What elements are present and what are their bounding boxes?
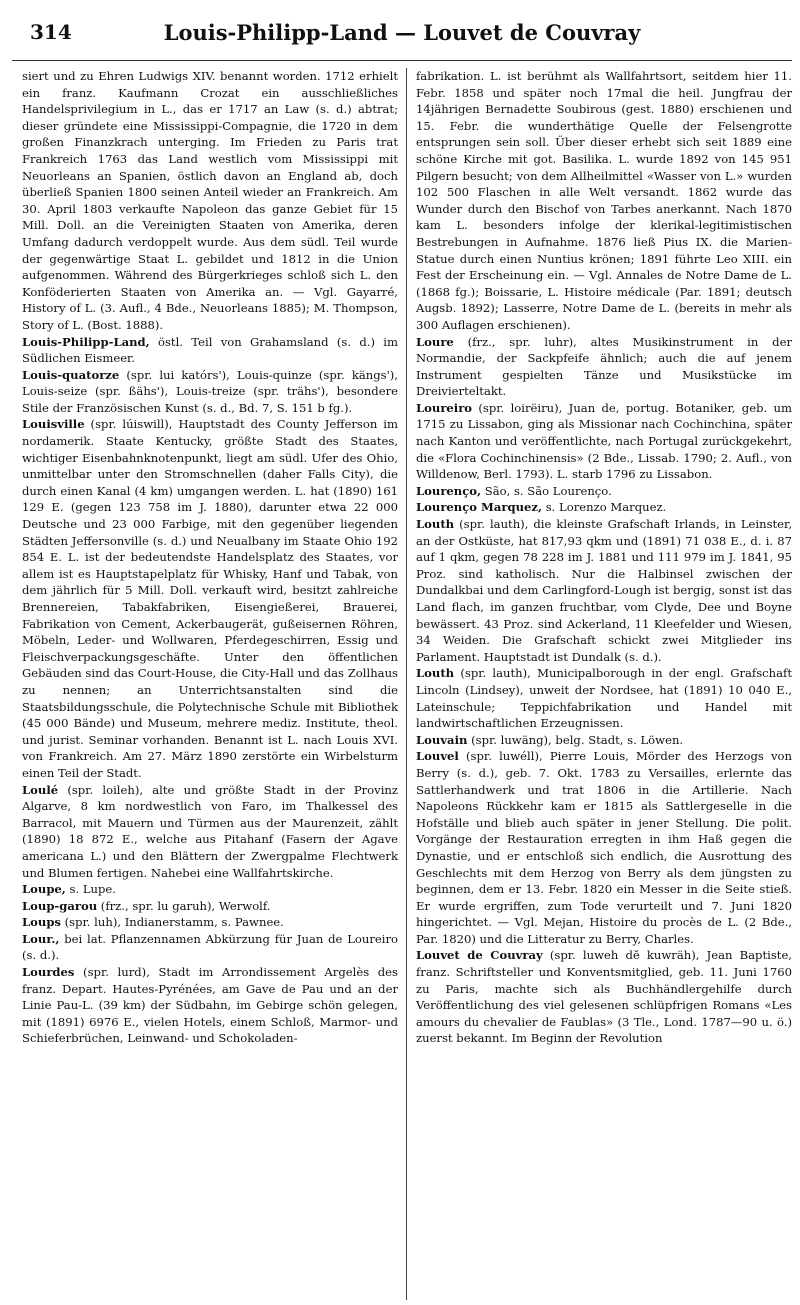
entry-headword: Loups xyxy=(22,915,61,930)
dictionary-entry xyxy=(416,516,792,665)
dictionary-entry xyxy=(416,947,792,1047)
entry-headword: Loupe, xyxy=(22,882,66,897)
entry-text: (spr. lauth), die kleinste Grafschaft Irlands, in Leinster, an der Ostküste, hat 817,93 qkm und (1891) 71 038 E., d. i. 87 auf 1 qkm, gegen 78 228 im J. 1881 und 111 979 im J. 1841, 95 Proz. sind katholisch. Nur die Halbinsel zwischen der Dundalkbai und dem Carlingford-Lough ist bergig, sonst ist das Land flach, im ganzen fruchtbar, vom Clyde, Dee und Boyne bewässert. 43 Proz. sind Ackerland, 11 Kleefelder und Wiesen, 34 Weiden. Die Grafschaft schickt zwei Mitglieder ins Parlament. Hauptstadt ist Dundalk (s. d.). xyxy=(416,517,792,664)
dictionary-entry xyxy=(416,499,792,516)
entry-headword: Louvet de Couvray xyxy=(416,948,543,963)
dictionary-entry xyxy=(22,68,398,334)
dictionary-entry xyxy=(22,914,398,931)
entry-text: siert und zu Ehren Ludwigs XIV. benannt worden. 1712 erhielt ein franz. Kaufmann Crozat ein ausschließliches Handelsprivilegium in L., das er 1717 an Law (s. d.) abtrat; dieser gründete eine Mississippi-Compagnie, die 1720 in dem großen Finanzkrach unterging. Im Frieden zu Paris trat Frankreich 1763 das Land westlich vom Mississippi mit Neuorleans an Spanien, östlich davon an England ab, doch überließ Spanien 1800 seinen Anteil wieder an Frankreich. Am 30. April 1803 verkaufte Napoleon das ganze Gebiet für 15 Mill. Doll. an die Vereinigten Staaten von Amerika, deren Umfang dadurch verdoppelt wurde. Aus dem südl. Teil wurde der gegenwärtige Staat L. gebildet und 1812 in die Union aufgenommen. Während des Bürgerkrieges schloß sich L. den Konföderierten Staaten von Amerika an. — Vgl. Gayarré, History of L. (3. Aufl., 4 Bde., Neuorleans 1885); M. Thompson, Story of L. (Bost. 1888). xyxy=(22,69,398,332)
dictionary-entry xyxy=(22,782,398,882)
dictionary-entry xyxy=(22,416,398,781)
entry-text: (spr. loirëiru), Juan de, portug. Botaniker, geb. um 1715 zu Lissabon, ging als Missionar nach Cochinchina, später nach Kanton und veröffentlichte, nach Portugal zurückgekehrt, die «Flora Cochinchinensis» (2 Bde., Lissab. 1790; 2. Aufl., von Willdenow, Berl. 1793). L. starb 1796 zu Lissabon. xyxy=(416,400,792,482)
entry-text: (frz., spr. luhr), altes Musikinstrument in der Normandie, der Sackpfeife ähnlich; auch die auf jenem Instrument gespielten Tänze und Musikstücke im Dreivierteltakt. xyxy=(416,334,792,399)
page-header xyxy=(12,10,792,61)
dictionary-entry xyxy=(416,400,792,483)
dictionary-entry xyxy=(416,732,792,749)
dictionary-entry xyxy=(416,68,792,334)
entry-headword: Loulé xyxy=(22,782,59,797)
entry-text: São, s. São Lourenço. xyxy=(481,483,612,498)
entry-headword: Louis-quatorze xyxy=(22,367,120,382)
column-divider xyxy=(406,68,407,1300)
dictionary-entry xyxy=(22,931,398,964)
entry-headword: Lourdes xyxy=(22,965,75,980)
dictionary-page xyxy=(12,10,792,1300)
entry-headword: Louvain xyxy=(416,732,468,747)
entry-text: (spr. luweh dĕ kuwräh), Jean Baptiste, franz. Schriftsteller und Konventsmitglied, geb. 11. Juni 1760 zu Paris, machte sich als Buchhändlergehilfe durch Veröffentlichung des viel gelesenen schlüpfrigen Romans «Les amours du chevalier de Faublas» (3 Tle., Lond. 1787—90 u. ö.) zuerst bekannt. Im Beginn der Revolution xyxy=(416,948,792,1046)
dictionary-entry xyxy=(22,898,398,915)
dictionary-entry xyxy=(22,367,398,417)
text-columns xyxy=(12,68,792,1300)
entry-headword: Loure xyxy=(416,334,454,349)
dictionary-entry xyxy=(22,964,398,1047)
entry-headword: Lourenço, xyxy=(416,483,482,498)
running-head: Louis-Philipp-Land — Louvet de Couvray xyxy=(163,20,641,45)
entry-text: (spr. lúiswill), Hauptstadt des County Jefferson im nordamerik. Staate Kentucky, größte Stadt des Staates, wichtiger Eisenbahnknotenpunkt, liegt am südl. Ufer des Ohio, unmittelbar unter den Stromschnellen (daher Falls City), die durch einen Kanal (4 km) umgangen werden. L. hat (1890) 161 129 E. (gegen 123 758 im J. 1880), darunter etwa 22 000 Deutsche und 23 000 Farbige, mit den gegenüber liegenden Städten Jeffersonville (s. d.) und Neualbany im Staate Ohio 192 854 E. L. ist der bedeutendste Handelsplatz des Staates, vor allem ist es Hauptstapelplatz für Whisky, Hanf und Tabak, von dem jährlich für 5 Mill. Doll. verkauft wird, besitzt zahlreiche Brennereien, Tabakfabriken, Eisengießerei, Brauerei, Fabrikation von Cement, Ackerbaugerät, gußeisernen Röhren, Möbeln, Leder- und Wollwaren, Pferdegeschirren, Essig und Fleischverpackungsgeschäfte. Unter den öffentlichen Gebäuden sind das Court-House, die City-Hall und das Zollhaus zu nennen; an Unterrichtsanstalten sind die Staatsbildungsschule, die Polytechnische Schule mit Bibliothek (45 000 Bände) und Museum, mehrere mediz. Institute, theol. und jurist. Seminar vorhanden. Benannt ist L. nach Louis XVI. von Frankreich. Am 27. März 1890 zerstörte ein Wirbelsturm einen Teil der Stadt. xyxy=(22,417,398,780)
entry-headword: Louisville xyxy=(22,417,85,432)
entry-text: (spr. lauth), Municipalborough in der engl. Grafschaft Lincoln (Lindsey), unweit der Nordsee, hat (1891) 10 040 E., Lateinschule; Teppichfabrikation und Handel mit landwirtschaftlichen Erzeugnissen. xyxy=(416,666,792,731)
right-column xyxy=(416,68,792,1300)
entry-text: fabrikation. L. ist berühmt als Wallfahrtsort, seitdem hier 11. Febr. 1858 und später noch 17mal die heil. Jungfrau der 14jährigen Bernadette Soubirous (gest. 1880) erschienen und 15. Febr. die wunderthätige Quelle der Felsengrotte entsprungen sein soll. Über dieser erhebt sich seit 1889 eine schöne Kirche mit got. Basilika. L. wurde 1892 von 145 951 Pilgern besucht; von dem Allheilmittel «Wasser von L.» wurden 102 500 Flaschen in alle Welt versandt. 1862 wurde das Wunder durch den Bischof von Tarbes anerkannt. Nach 1870 kam L. besonders infolge der klerikal-legitimistischen Bestrebungen in Aufnahme. 1876 ließ Pius IX. die Marien-Statue durch einen Nuntius krönen; 1891 führte Leo XIII. ein Fest der Erscheinung ein. — Vgl. Annales de Notre Dame de L. (1868 fg.); Boissarie, L. Histoire médicale (Par. 1891; deutsch Augsb. 1892); Lasserre, Notre Dame de L. (bereits in mehr als 300 Auflagen erschienen). xyxy=(416,69,792,332)
entry-text: östl. Teil von Grahamsland (s. d.) im Südlichen Eismeer. xyxy=(22,334,398,366)
entry-text: (spr. lui katórs'), Louis-quinze (spr. kängs'), Louis-seize (spr. ßähs'), Louis-treize (spr. trähs'), besondere Stile der Französischen Kunst (s. d., Bd. 7, S. 151 b fg.). xyxy=(22,367,398,415)
dictionary-entry xyxy=(416,665,792,731)
entry-text: bei lat. Pflanzennamen Abkürzung für Juan de Loureiro (s. d.). xyxy=(22,931,398,963)
entry-text: s. Lupe. xyxy=(65,882,116,897)
entry-headword: Loup-garou xyxy=(22,898,98,913)
entry-text: (spr. luwéll), Pierre Louis, Mörder des Herzogs von Berry (s. d.), geb. 7. Okt. 1783 zu Versailles, erlernte das Sattlerhandwerk und trat 1806 in die Artillerie. Nach Napoleons Rückkehr kam er 1815 als Sattlergeselle in die Hofställe und blieb auch später in jener Stellung. Die polit. Vorgänge der Restauration erregten in ihm Haß gegen die Dynastie, und er entschloß sich endlich, die Ausrottung des Geschlechts mit dem Herzog von Berry als dem jüngsten zu beginnen, dem er 13. Febr. 1820 ein Messer in die Seite stieß. Er wurde ergriffen, zum Tode verurteilt und 7. Juni 1820 hingerichtet. — Vgl. Mejan, Histoire du procès de L. (2 Bde., Par. 1820) und die Litteratur zu Berry, Charles. xyxy=(416,749,792,946)
dictionary-entry xyxy=(416,748,792,947)
entry-text: (spr. luwäng), belg. Stadt, s. Löwen. xyxy=(467,732,684,747)
dictionary-entry xyxy=(22,334,398,367)
entry-text: (frz., spr. lu garuh), Werwolf. xyxy=(97,898,271,913)
page-number: 314 xyxy=(30,20,72,44)
entry-text: s. Lorenzo Marquez. xyxy=(542,500,667,515)
entry-text: (spr. luh), Indianerstamm, s. Pawnee. xyxy=(60,915,284,930)
entry-headword: Lour., xyxy=(22,931,60,946)
entry-headword: Loureiro xyxy=(416,400,473,415)
dictionary-entry xyxy=(416,334,792,400)
entry-headword: Louvel xyxy=(416,749,459,764)
entry-text: (spr. loileh), alte und größte Stadt in der Provinz Algarve, 8 km nordwestlich von Faro, im Thalkessel des Barracol, mit Mauern und Türmen aus der Maurenzeit, zählt (1890) 18 872 E., welche aus Pitahanf (Fasern der Agave americana L.) und den Blättern der Zwergpalme Flechtwerk und Blumen fertigen. Nahebei eine Wallfahrtskirche. xyxy=(22,782,398,880)
entry-text: (spr. lurd), Stadt im Arrondissement Argelès des franz. Depart. Hautes-Pyrénées, am Gave de Pau und an der Linie Pau-L. (39 km) der Südbahn, im Gebirge schön gelegen, mit (1891) 6976 E., vielen Hotels, einem Schloß, Marmor- und Schieferbrüchen, Leinwand- und Schokoladen- xyxy=(22,965,398,1046)
entry-headword: Louth xyxy=(416,666,455,681)
left-column xyxy=(22,68,398,1300)
dictionary-entry xyxy=(416,483,792,500)
entry-headword: Louis-Philipp-Land, xyxy=(22,334,150,349)
entry-headword: Lourenço Marquez, xyxy=(416,500,543,515)
entry-headword: Louth xyxy=(416,517,455,532)
dictionary-entry xyxy=(22,881,398,898)
